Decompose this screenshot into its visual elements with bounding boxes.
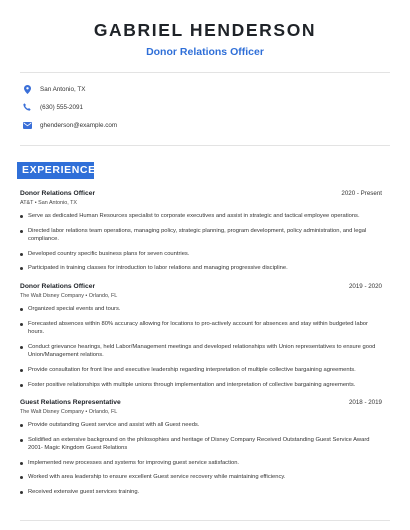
contact-email: ghenderson@example.com bbox=[40, 121, 118, 129]
bullet-item: Participated in training classes for introduction to labor relations and managing progressive discipline. bbox=[20, 264, 382, 273]
job-title: Donor Relations Officer bbox=[20, 283, 96, 290]
phone-icon bbox=[22, 102, 32, 112]
job-title: Guest Relations Representative bbox=[20, 399, 121, 406]
bullet-item: Provide consultation for front line and executive leadership regarding interpretation of multiple collective bargaining agreements. bbox=[20, 366, 382, 375]
contact-item-phone bbox=[22, 98, 117, 116]
job-dates: 2019 - 2020 bbox=[348, 283, 382, 290]
bullet-item: Provide outstanding Guest service and assist with all Guest needs. bbox=[20, 421, 382, 430]
bullet-item: Received extensive guest services training. bbox=[20, 488, 382, 497]
job-bullets bbox=[20, 305, 382, 389]
location-pin-icon bbox=[22, 84, 32, 94]
job-organization: The Walt Disney Company • Orlando, FL bbox=[20, 409, 118, 415]
contact-location: San Antonio, TX bbox=[40, 85, 86, 93]
footer-divider bbox=[20, 520, 390, 521]
contact-list bbox=[22, 80, 117, 134]
job-organization: AT&T • San Antonio, TX bbox=[20, 200, 78, 206]
candidate-title: Donor Relations Officer bbox=[146, 46, 264, 58]
section-heading-experience: EXPERIENCE bbox=[22, 164, 96, 176]
job-dates: 2020 - Present bbox=[341, 190, 382, 197]
contact-phone: (630) 555-2091 bbox=[40, 103, 84, 111]
job-entry bbox=[20, 283, 382, 395]
contact-divider bbox=[20, 145, 390, 146]
bullet-item: Serve as dedicated Human Resources specialist to corporate executives and assist in strategic and tactical employee operations. bbox=[20, 212, 382, 221]
bullet-item: Organized special events and tours. bbox=[20, 305, 382, 314]
bullet-item: Solidified an extensive background on the philosophies and heritage of Disney Company Received Outstanding Guest Service Award 2001- Magic Kingdom Guest Relations bbox=[20, 436, 382, 453]
job-bullets bbox=[20, 421, 382, 497]
bullet-item: Forecasted absences within 80% accuracy allowing for locations to pro-actively account for absences and stay within budgeted labor hours. bbox=[20, 320, 382, 337]
bullet-item: Worked with area leadership to ensure excellent Guest service recovery while maintaining efficiency. bbox=[20, 473, 382, 482]
bullet-item: Conduct grievance hearings, held Labor/Management meetings and developed relationships with Union representatives to ensure good Union/Management relations. bbox=[20, 343, 382, 360]
job-dates: 2018 - 2019 bbox=[348, 399, 382, 406]
job-entry bbox=[20, 399, 382, 503]
bullet-item: Foster positive relationships with multiple unions through implementation and interpretation of collective bargaining agreements. bbox=[20, 381, 382, 390]
resume-header bbox=[0, 0, 410, 58]
bullet-item: Developed country specific business plans for seven countries. bbox=[20, 250, 382, 259]
job-organization: The Walt Disney Company • Orlando, FL bbox=[20, 293, 118, 299]
job-bullets bbox=[20, 212, 382, 273]
job-title: Donor Relations Officer bbox=[20, 190, 96, 197]
header-divider bbox=[20, 72, 390, 73]
job-entry bbox=[20, 190, 382, 279]
contact-item-email bbox=[22, 116, 117, 134]
candidate-name: GABRIEL HENDERSON bbox=[93, 20, 317, 40]
contact-item-location bbox=[22, 80, 117, 98]
bullet-item: Implemented new processes and systems for improving guest service satisfaction. bbox=[20, 459, 382, 468]
bullet-item: Directed labor relations team operations, managing policy, strategic planning, program development, policy administration, and legal compliance. bbox=[20, 227, 382, 244]
email-icon bbox=[22, 120, 32, 130]
